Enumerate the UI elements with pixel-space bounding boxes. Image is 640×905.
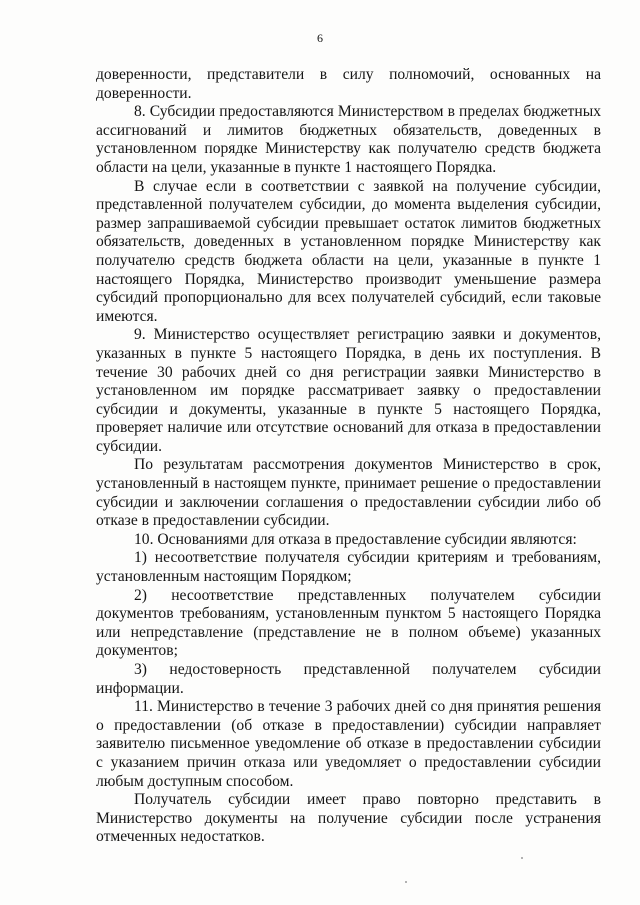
paragraph-refusal-reason-3: 3) недостоверность представленной получателем субсидии информации. bbox=[96, 661, 601, 697]
paragraph-doverennosti: доверенности, представители в силу полномочий, основанных на доверенности. bbox=[96, 66, 601, 102]
document-body bbox=[96, 66, 601, 847]
paragraph-refusal-reason-1: 1) несоответствие получателя субсидии критериям и требованиям, установленным настоящим Порядком; bbox=[96, 549, 601, 586]
paragraph-resubmission: Получатель субсидии имеет право повторно представить в Министерство документы на получение субсидии после устранения отмеченных недостатков. bbox=[96, 791, 601, 846]
page-number: 6 bbox=[317, 31, 323, 45]
paragraph-refusal-reason-2: 2) несоответствие представленных получателем субсидии документов требованиям, установленным пунктом 5 настоящего Порядка или непредставление (представление не в полном объеме) указанных документов; bbox=[96, 586, 601, 660]
paragraph-item-9: 9. Министерство осуществляет регистрацию заявки и документов, указанных в пункте 5 настоящего Порядка, в день их поступления. В течение 30 рабочих дней со дня регистрации заявки Министерство в установленном им порядке рассматривает заявку о предоставлении субсидии и документы, указанные в пункте 5 настоящего Порядка, проверяет наличие или отсутствие оснований для отказа в предоставлении субсидии. bbox=[96, 326, 601, 455]
scan-speck bbox=[521, 857, 523, 859]
paragraph-item-8: 8. Субсидии предоставляются Министерством в пределах бюджетных ассигнований и лимитов бюджетных обязательств, доведенных в установленном порядке Министерству как получателю средств бюджета области на цели, указанные в пункте 1 настоящего Порядка. bbox=[96, 103, 601, 176]
paragraph-reduction-clause: В случае если в соответствии с заявкой на получение субсидии, представленной получателем субсидии, до момента выделения субсидии, размер запрашиваемой субсидии превышает остаток лимитов бюджетных обязательств, доведенных в установленном порядке Министерству как получателю средств бюджета области на цели, указанные в пункте 1 настоящего Порядка, Министерство производит уменьшение размера субсидий пропорционально для всех получателей субсидий, если таковые имеются. bbox=[96, 177, 601, 325]
paragraph-review-results: По результатам рассмотрения документов Министерство в срок, установленный в настоящем пункте, принимает решение о предоставлении субсидии и заключении соглашения о предоставлении субсидии либо об отказе в предоставлении субсидии. bbox=[96, 456, 601, 530]
scan-speck bbox=[405, 881, 407, 883]
paragraph-item-11: 11. Министерство в течение 3 рабочих дней со дня принятия решения о предоставлении (об отказе в предоставлении) субсидии направляет заявителю письменное уведомление об отказе в предоставлении субсидии с указанием причин отказа или уведомляет о предоставлении субсидии любым доступным способом. bbox=[96, 698, 601, 790]
paragraph-item-10: 10. Основаниями для отказа в предоставление субсидии являются: bbox=[134, 530, 577, 548]
